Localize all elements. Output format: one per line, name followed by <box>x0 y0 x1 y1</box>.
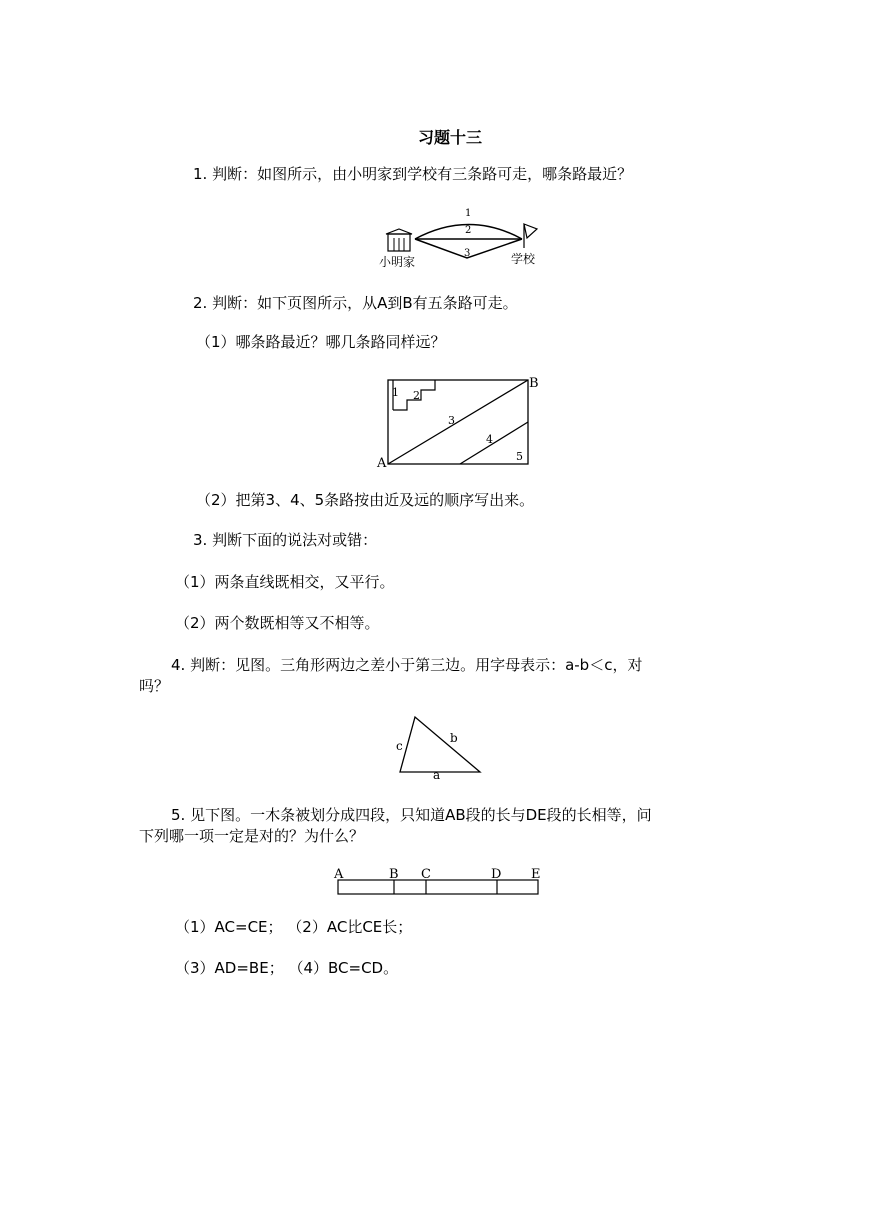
home-label: 小明家 <box>379 255 416 269</box>
point-e: E <box>531 867 541 882</box>
question-4-figure <box>390 712 490 782</box>
question-4-line-2: 吗？ <box>139 677 170 695</box>
path-label-3: 3 <box>464 248 471 259</box>
house-icon <box>386 229 412 251</box>
side-b-label: b <box>450 731 458 745</box>
question-2-sub-1: （1）哪条路最近？哪几条路同样远？ <box>196 333 446 351</box>
page-title: 习题十三 <box>418 128 483 147</box>
question-1-text: 1. 判断：如图所示，由小明家到学校有三条路可走，哪条路最近？ <box>193 165 633 183</box>
question-5-options-1: （1）AC=CE； （2）AC比CE长； <box>175 918 413 936</box>
path-label-3: 3 <box>448 414 455 427</box>
question-5-line-2: 下列哪一项一定是对的？为什么？ <box>139 827 365 845</box>
path-label-2: 2 <box>465 225 472 236</box>
question-3-item-2: （2）两个数既相等又不相等。 <box>175 614 380 632</box>
point-b: B <box>529 376 539 391</box>
path-label-1: 1 <box>392 386 399 399</box>
question-2-figure <box>376 372 551 468</box>
point-a: A <box>334 867 344 882</box>
point-b: B <box>389 867 399 882</box>
question-3-item-1: （1）两条直线既相交，又平行。 <box>175 573 395 591</box>
point-c: C <box>421 867 431 882</box>
school-label: 学校 <box>511 252 536 266</box>
question-5-line-1: 5. 见下图。一木条被划分成四段，只知道AB段的长与DE段的长相等，问 <box>171 806 652 824</box>
question-1-figure <box>377 204 547 270</box>
question-4-line-1: 4. 判断：见图。三角形两边之差小于第三边。用字母表示：a-b＜c，对 <box>171 656 643 674</box>
question-5-figure <box>332 862 552 898</box>
question-2-text: 2. 判断：如下页图所示，从A到B有五条路可走。 <box>193 294 518 312</box>
path-label-2: 2 <box>413 389 420 402</box>
question-5-options-2: （3）AD=BE； （4）BC=CD。 <box>175 959 399 977</box>
side-a-label: a <box>433 768 441 782</box>
path-label-1: 1 <box>465 208 472 219</box>
question-2-sub-2: （2）把第3、4、5条路按由近及远的顺序写出来。 <box>196 491 535 509</box>
point-d: D <box>491 867 502 882</box>
point-a: A <box>377 456 387 468</box>
side-c-label: c <box>396 739 403 753</box>
path-label-5: 5 <box>516 450 523 463</box>
question-3-text: 3. 判断下面的说法对或错： <box>193 531 378 549</box>
path-label-4: 4 <box>486 433 493 446</box>
flag-icon <box>524 224 537 248</box>
